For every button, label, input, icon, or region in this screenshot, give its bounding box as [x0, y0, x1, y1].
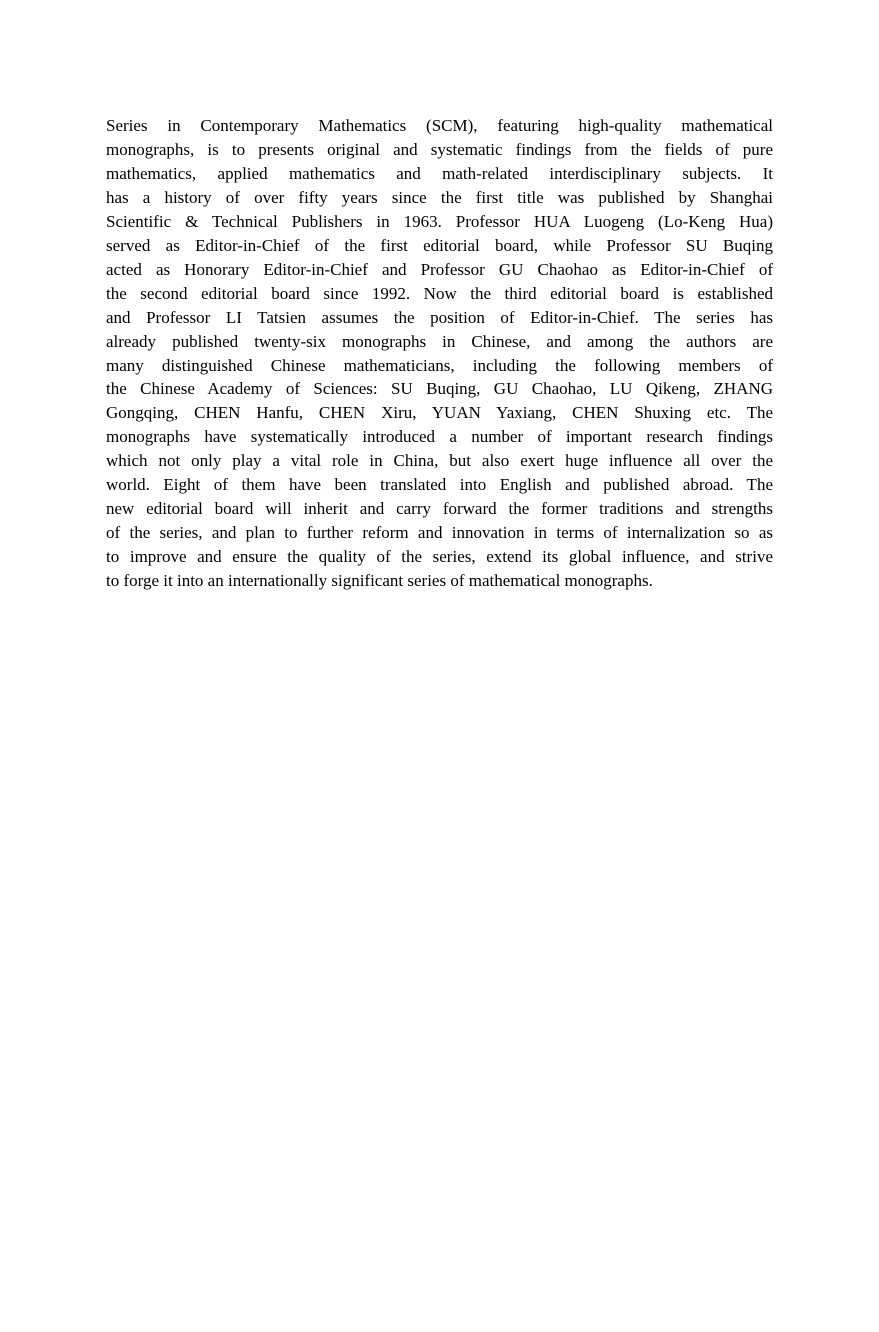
paragraph-line: served as Editor-in-Chief of the first editorial board, while Professor SU Buqing [106, 235, 773, 255]
paragraph-line: already published twenty-six monographs in Chinese, and among the authors are [106, 331, 773, 351]
paragraph-line: the Chinese Academy of Sciences: SU Buqing, GU Chaohao, LU Qikeng, ZHANG [106, 379, 773, 399]
paragraph-line: of the series, and plan to further reform and innovation in terms of internalization so as [106, 523, 773, 543]
paragraph-line: the second editorial board since 1992. Now the third editorial board is established [106, 283, 773, 303]
paragraph-line: mathematics, applied mathematics and math-related interdisciplinary subjects. It [106, 163, 773, 183]
scm-series-description-paragraph [106, 114, 773, 593]
paragraph-line: monographs have systematically introduced a number of important research findings [106, 427, 773, 447]
paragraph-line: has a history of over fifty years since the first title was published by Shanghai [106, 187, 773, 207]
paragraph-line: Series in Contemporary Mathematics (SCM), featuring high-quality mathematical [106, 116, 773, 135]
paragraph-line: to improve and ensure the quality of the series, extend its global influence, and strive [106, 547, 773, 567]
paragraph-line: Gongqing, CHEN Hanfu, CHEN Xiru, YUAN Yaxiang, CHEN Shuxing etc. The [106, 403, 773, 423]
paragraph-line: monographs, is to presents original and systematic findings from the fields of pure [106, 139, 773, 159]
paragraph-line: acted as Honorary Editor-in-Chief and Professor GU Chaohao as Editor-in-Chief of [106, 259, 773, 279]
paragraph-line: many distinguished Chinese mathematicians, including the following members of [106, 355, 773, 375]
paragraph-line: and Professor LI Tatsien assumes the position of Editor-in-Chief. The series has [106, 307, 773, 327]
paragraph-line: which not only play a vital role in China, but also exert huge influence all over the [106, 451, 773, 471]
paragraph-line: new editorial board will inherit and carry forward the former traditions and strengths [106, 499, 773, 519]
paragraph-line: world. Eight of them have been translated into English and published abroad. The [106, 475, 773, 495]
paragraph-line: to forge it into an internationally significant series of mathematical monographs. [106, 571, 653, 591]
paragraph-line: Scientific & Technical Publishers in 1963. Professor HUA Luogeng (Lo-Keng Hua) [106, 211, 773, 231]
